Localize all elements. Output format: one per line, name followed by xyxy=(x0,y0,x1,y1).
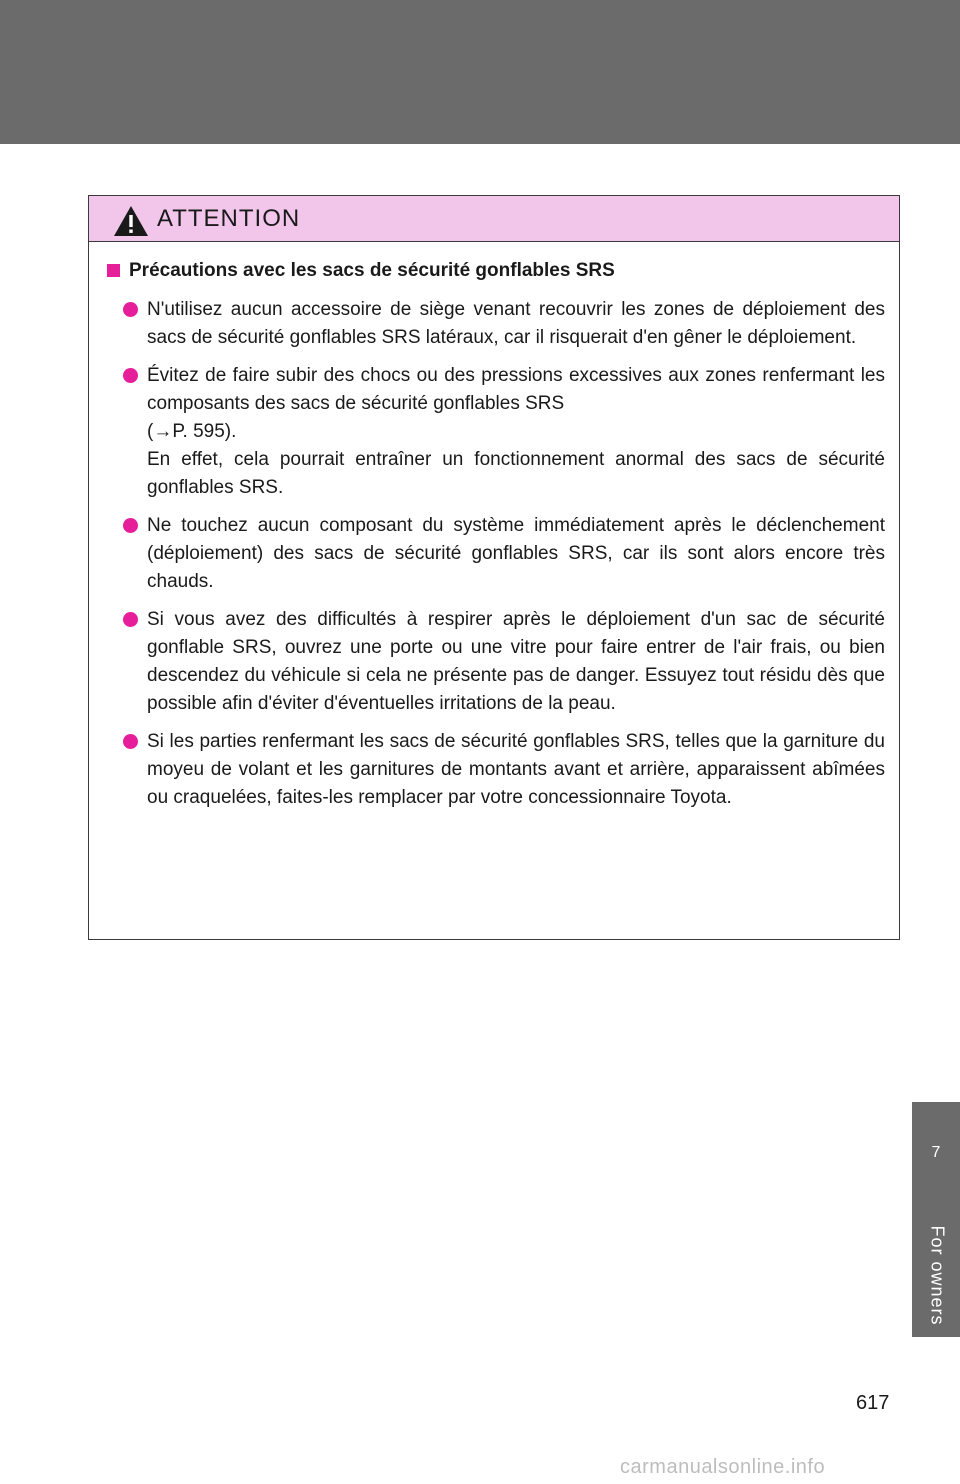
attention-title: ATTENTION xyxy=(157,204,301,232)
chapter-label xyxy=(917,1215,957,1335)
list-item-text xyxy=(147,296,885,352)
paragraph: En effet, cela pourrait entraîner un fonctionnement anormal des sacs de sécurité gonflables SRS. xyxy=(147,449,885,498)
bullet-icon xyxy=(123,302,138,317)
list-item xyxy=(123,512,885,596)
attention-box xyxy=(88,195,900,940)
paragraph: Ne touchez aucun composant du système immédiatement après le déclenchement (déploiement) des sacs de sécurité gonflables SRS, car ils sont alors encore très chauds. xyxy=(147,515,885,592)
chapter-tab[interactable] xyxy=(912,1102,960,1203)
list-item-text xyxy=(147,362,885,502)
bullet-icon xyxy=(123,734,138,749)
attention-header xyxy=(89,196,899,242)
bullet-icon xyxy=(123,612,138,627)
header-band xyxy=(0,0,960,144)
square-bullet-icon xyxy=(107,264,120,277)
section-heading xyxy=(107,258,885,284)
list-item xyxy=(123,362,885,502)
list-item xyxy=(123,728,885,812)
section-heading-text: Précautions avec les sacs de sécurité gonflables SRS xyxy=(129,260,615,281)
warning-triangle-icon xyxy=(113,205,149,237)
attention-body xyxy=(89,242,899,812)
watermark: carmanualsonline.info xyxy=(620,1456,826,1478)
list-item-text xyxy=(147,728,885,812)
paragraph: Évitez de faire subir des chocs ou des pressions excessives aux zones renfermant les composants des sacs de sécurité gonflables SRS xyxy=(147,365,885,414)
bullet-icon xyxy=(123,518,138,533)
list-item xyxy=(123,296,885,352)
paragraph: N'utilisez aucun accessoire de siège venant recouvrir les zones de déploiement des sacs de sécurité gonflables SRS latéraux, car il risquerait d'en gêner le déploiement. xyxy=(147,299,885,348)
chapter-label-text: For owners xyxy=(927,1224,948,1326)
list-item-text xyxy=(147,512,885,596)
bullet-icon xyxy=(123,368,138,383)
page-number: 617 xyxy=(856,1392,890,1414)
chapter-number: 7 xyxy=(931,1143,941,1161)
list-item-text xyxy=(147,606,885,718)
paragraph: Si vous avez des difficultés à respirer après le déploiement d'un sac de sécurité gonflable SRS, ouvrez une porte ou une vitre pour faire entrer de l'air frais, ou bien descendez du véhicule si cela ne présente pas de danger. Essuyez tout résidu dès que possible afin d'éviter d'éventuelles irritations de la peau. xyxy=(147,609,885,714)
paragraph: Si les parties renfermant les sacs de sécurité gonflables SRS, telles que la garniture du moyeu de volant et les garnitures de montants avant et arrière, apparaissent abîmées ou craquelées, faites-les remplacer par votre concessionnaire Toyota. xyxy=(147,731,885,808)
page-reference: (→P. 595). xyxy=(147,421,237,442)
list-item xyxy=(123,606,885,718)
